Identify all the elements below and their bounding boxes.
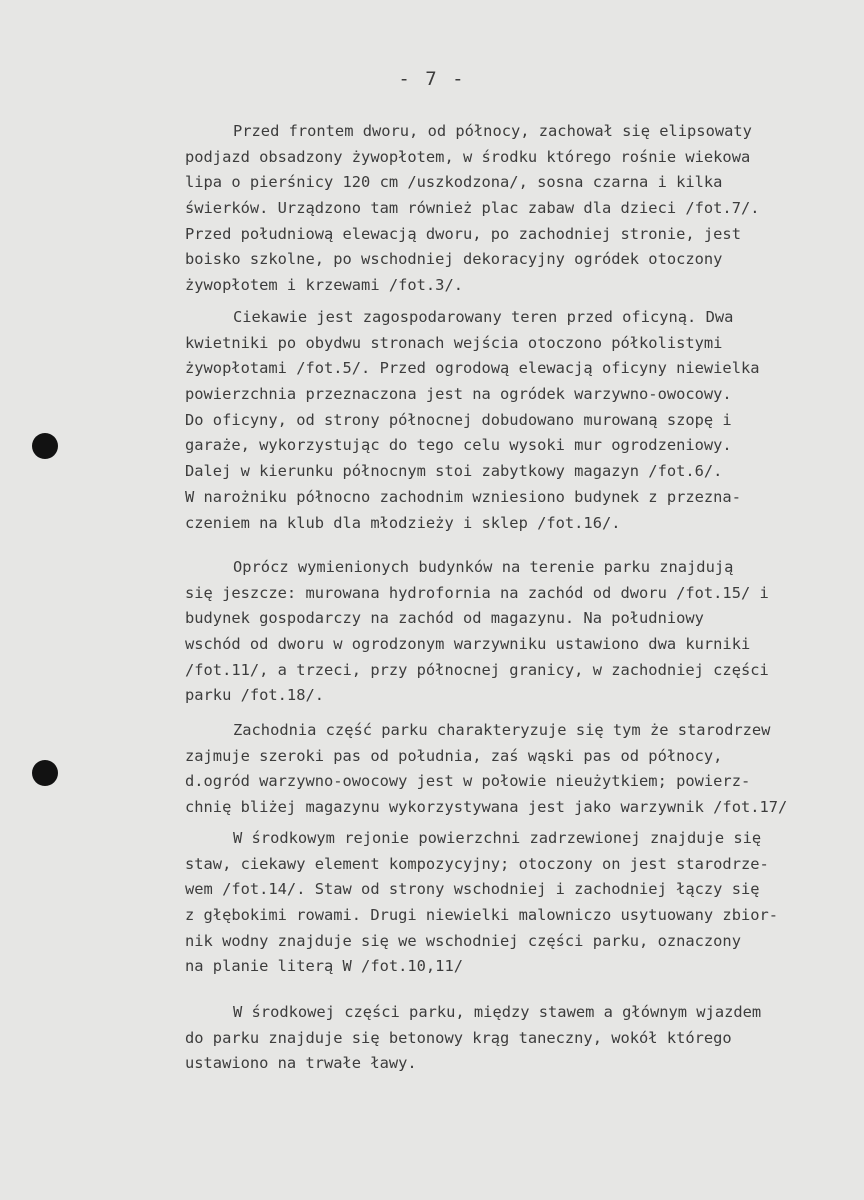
text-line: kwietniki po obydwu stronach wejścia otoczono półkolistymi (185, 333, 723, 352)
text-line: d.ogród warzywno-owocowy jest w połowie nieużytkiem; powierz- (185, 772, 751, 791)
text-line: żywopłotem i krzewami /fot.3/. (185, 276, 463, 295)
text-line: się jeszcze: murowana hydrofornia na zachód od dworu /fot.15/ i (185, 583, 769, 602)
text-line: boisko szkolne, po wschodniej dekoracyjny ogródek otoczony (185, 250, 723, 269)
text-line: W narożniku północno zachodnim wzniesiono budynek z przezna- (185, 487, 741, 506)
text-line: żywopłotami /fot.5/. Przed ogrodową elewacją oficyny niewielka (185, 359, 760, 378)
text-line: wem /fot.14/. Staw od strony wschodniej i zachodniej łączy się (185, 880, 760, 899)
text-line: garaże, wykorzystując do tego celu wysoki mur ogrodzeniowy. (185, 436, 732, 455)
text-line: Przed południową elewacją dworu, po zachodniej stronie, jest (185, 224, 741, 243)
paragraph-3 (185, 555, 864, 709)
text-line: powierzchnia przeznaczona jest na ogródek warzywno-owocowy. (185, 385, 732, 404)
text-line: wschód od dworu w ogrodzonym warzywniku ustawiono dwa kurniki (185, 635, 751, 654)
binder-hole-bottom (32, 760, 58, 786)
paragraph-1 (185, 119, 864, 299)
text-line: Przed frontem dworu, od północy, zachował się elipsowaty (233, 122, 752, 140)
paragraph-2 (185, 305, 864, 536)
text-line: W środkowym rejonie powierzchni zadrzewionej znajduje się (233, 829, 762, 847)
paragraph-5 (185, 826, 864, 980)
page-number: - 7 - (398, 68, 466, 90)
text-line: do parku znajduje się betonowy krąg taneczny, wokół którego (185, 1028, 732, 1047)
text-line: podjazd obsadzony żywopłotem, w środku którego rośnie wiekowa (185, 147, 751, 166)
text-line: Do oficyny, od strony północnej dobudowano murowaną szopę i (185, 410, 732, 429)
text-line: Ciekawie jest zagospodarowany teren przed oficyną. Dwa (233, 308, 734, 326)
text-line: Oprócz wymienionych budynków na terenie parku znajdują (233, 558, 734, 576)
paragraph-6 (185, 1000, 864, 1077)
text-line: Zachodnia część parku charakteryzuje się tym że starodrzew (233, 721, 771, 739)
text-line: staw, ciekawy element kompozycyjny; otoczony on jest starodrze- (185, 854, 769, 873)
text-line: z głębokimi rowami. Drugi niewielki malowniczo usytuowany zbior- (185, 906, 779, 925)
text-line: zajmuje szeroki pas od południa, zaś wąski pas od północy, (185, 746, 723, 765)
text-line: świerków. Urządzono tam również plac zabaw dla dzieci /fot.7/. (185, 199, 760, 218)
text-line: /fot.11/, a trzeci, przy północnej granicy, w zachodniej części (185, 660, 769, 679)
text-line: W środkowej części parku, między stawem a głównym wjazdem (233, 1003, 762, 1021)
text-line: budynek gospodarczy na zachód od magazynu. Na południowy (185, 609, 704, 628)
binder-hole-top (32, 433, 58, 459)
text-line: czeniem na klub dla młodzieży i sklep /fot.16/. (185, 513, 621, 532)
paragraph-4 (185, 718, 864, 821)
text-line: parku /fot.18/. (185, 686, 324, 705)
text-line: na planie literą W /fot.10,11/ (185, 957, 463, 976)
text-line: nik wodny znajduje się we wschodniej części parku, oznaczony (185, 931, 741, 950)
text-line: ustawiono na trwałe ławy. (185, 1054, 417, 1073)
text-line: chnię bliżej magazynu wykorzystywana jest jako warzywnik /fot.17/ (185, 798, 788, 817)
text-line: lipa o pierśnicy 120 cm /uszkodzona/, sosna czarna i kilka (185, 173, 723, 192)
text-line: Dalej w kierunku północnym stoi zabytkowy magazyn /fot.6/. (185, 462, 723, 481)
